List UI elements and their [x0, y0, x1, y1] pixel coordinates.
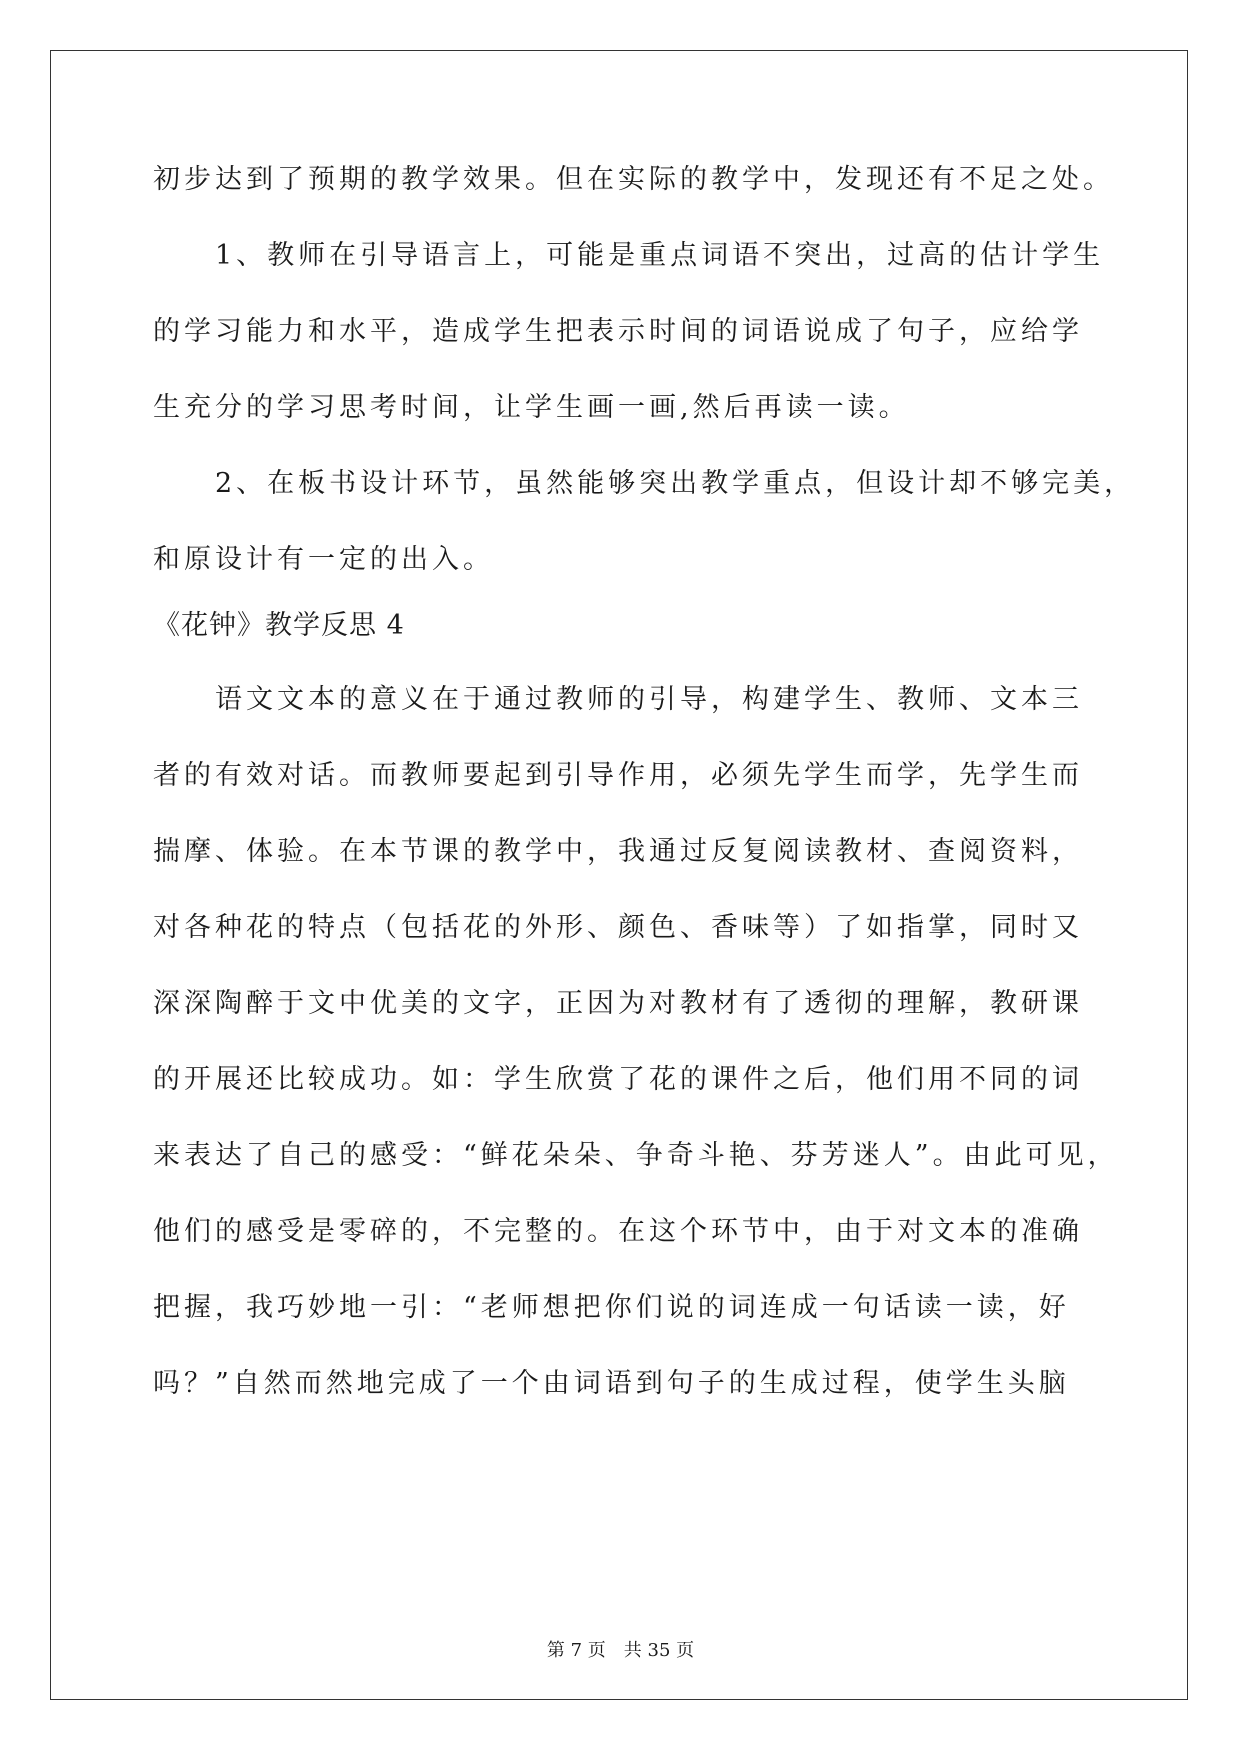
section-heading: 《花钟》教学反思 4	[153, 610, 405, 641]
text-line: 对各种花的特点（包括花的外形、颜色、香味等）了如指掌，同时又	[153, 912, 1083, 943]
text-line: 他们的感受是零碎的，不完整的。在这个环节中，由于对文本的准确	[153, 1216, 1083, 1247]
text-line: 来表达了自己的感受：“鲜花朵朵、争奇斗艳、芬芳迷人”。由此可见，	[153, 1140, 1119, 1171]
text-line: 的学习能力和水平，造成学生把表示时间的词语说成了句子，应给学	[153, 316, 1083, 347]
text-line: 者的有效对话。而教师要起到引导作用，必须先学生而学，先学生而	[153, 760, 1083, 791]
page-total: 共 35 页	[623, 1640, 695, 1661]
text-line: 语文文本的意义在于通过教师的引导，构建学生、教师、文本三	[215, 684, 1083, 715]
text-line: 吗？”自然而然地完成了一个由词语到句子的生成过程，使学生头脑	[153, 1368, 1070, 1399]
text-line: 深深陶醉于文中优美的文字，正因为对教材有了透彻的理解，教研课	[153, 988, 1083, 1019]
text-line: 把握，我巧妙地一引：“老师想把你们说的词连成一句话读一读，好	[153, 1292, 1070, 1323]
text-line: 2、在板书设计环节，虽然能够突出教学重点，但设计却不够完美，	[215, 468, 1136, 499]
text-line: 揣摩、体验。在本节课的教学中，我通过反复阅读教材、查阅资料，	[153, 836, 1083, 867]
page-border	[50, 50, 1188, 1700]
page-footer	[0, 1636, 1241, 1662]
text-line: 初步达到了预期的教学效果。但在实际的教学中，发现还有不足之处。	[153, 164, 1114, 195]
text-line: 生充分的学习思考时间，让学生画一画,然后再读一读。	[153, 392, 910, 423]
text-line: 和原设计有一定的出入。	[153, 544, 494, 575]
text-line: 1、教师在引导语言上，可能是重点词语不突出，过高的估计学生	[215, 240, 1105, 271]
page-number: 第 7 页	[546, 1640, 606, 1661]
text-line: 的开展还比较成功。如：学生欣赏了花的课件之后，他们用不同的词	[153, 1064, 1083, 1095]
